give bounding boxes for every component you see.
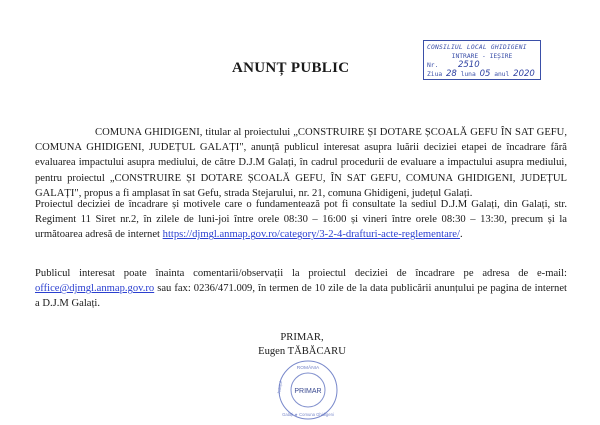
seal-bottom-text: Galați ★ Comuna Ghidigeni [282, 412, 334, 417]
stamp-month-label: luna [460, 71, 476, 78]
consultation-end: . [459, 229, 463, 241]
signer-role: PRIMAR, [280, 332, 324, 343]
stamp-year-label: anul [494, 71, 510, 78]
seal-left-text: Județul [275, 380, 284, 395]
stamp-register-type: INTRARE - IEȘIRE [451, 53, 513, 60]
stamp-day: 28 [445, 69, 457, 79]
document-title: ANUNȚ PUBLIC [232, 60, 350, 76]
stamp-nr-label: Nr. [427, 62, 439, 69]
comments-text: Publicul interesat poate înainta comentarii/observații la proiectul deciziei de încadrare pe adresa de e-mail: [35, 268, 567, 279]
registration-stamp [423, 40, 541, 80]
consultation-link[interactable]: https://djmgl.anmap.gov.ro/category/3-2-4-drafturi-acte-reglementare/ [162, 229, 460, 241]
signer-name: Eugen TĂBĂCARU [258, 346, 346, 357]
announcement-paragraph: COMUNA GHIDIGENI, titular al proiectului „CONSTRUIRE ȘI DOTARE ȘCOALĂ GEFU ÎN SAT GEFU, COMUNA GHIDIGENI, JUDEȚUL GALAȚI", anunță publicul interesat asupra luării deciziei etapei de încadrare fără evaluarea impactului asupra mediului, de către D.J.M Galați, în cadrul procedurii de evaluare a impactului asupra mediului, pentru proiectul „CONSTRUIRE ȘI DOTARE ȘCOALĂ GEFU, ÎN SAT GEFU, COMUNA GHIDIGENI, JUDEȚUL GALAȚI", propus a fi amplasat în sat Gefu, strada Stejarului, nr. 21, comuna Ghidigeni, județul Galați. [35, 127, 567, 199]
stamp-date-label: Ziua [427, 71, 443, 78]
seal-top-text: ROMÂNIA [296, 366, 320, 371]
consultation-text: Proiectul deciziei de încadrare și motivele care o fundamentează pot fi consultate la sediul D.J.M Galați, din Galați, str. Regiment 11 Siret nr.2, în zilele de luni-joi între orele 08:30 – 16:00 și vineri între orele 08:30 – 13:30, precum și la următoarea adresă de internet [35, 199, 567, 241]
stamp-nr-value: 2510 [457, 60, 480, 70]
stamp-month: 05 [479, 69, 491, 79]
stamp-year: 2020 [513, 69, 535, 79]
seal-center-text: PRIMAR [294, 388, 322, 395]
signature-block [222, 331, 382, 359]
official-seal [272, 358, 344, 422]
stamp-date-row [427, 70, 537, 79]
stamp-institution: CONSILIUL LOCAL GHIDIGENI [427, 44, 527, 51]
comments-paragraph [35, 266, 567, 312]
consultation-paragraph [35, 197, 567, 243]
email-link[interactable]: office@djmgl.anmap.gov.ro [35, 283, 155, 295]
comments-end: sau fax: 0236/471.009, în termen de 10 zile de la data publicării anunțului pe pagina de internet a D.J.M Galați. [35, 283, 567, 310]
